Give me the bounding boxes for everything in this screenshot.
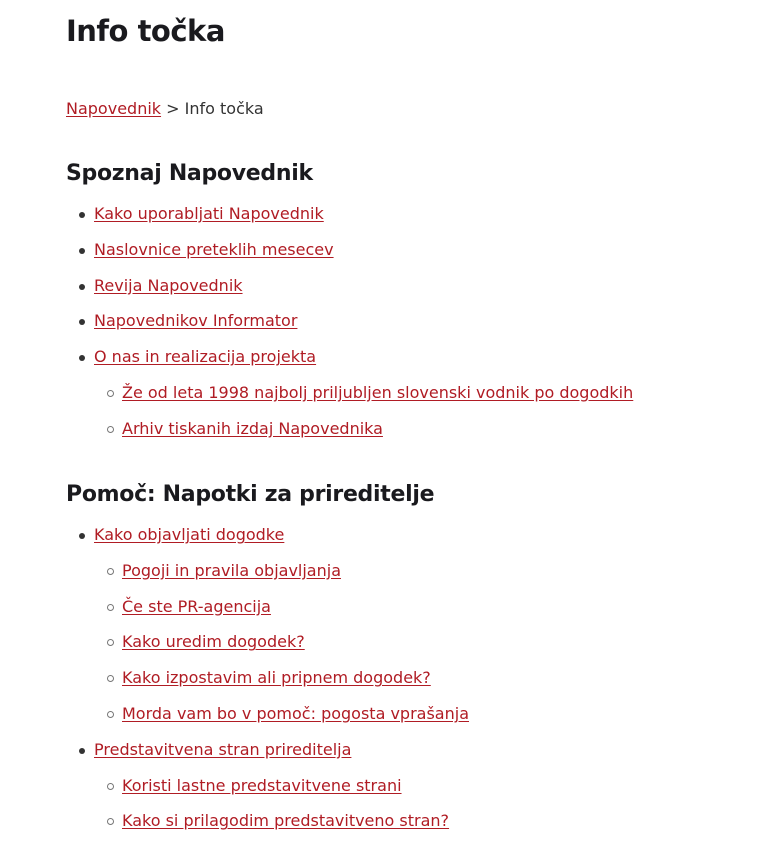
sub-list-item bbox=[66, 589, 469, 625]
breadcrumb-home-link[interactable]: Napovednik bbox=[66, 99, 162, 118]
nav-link[interactable]: Revija Napovednik bbox=[94, 275, 243, 295]
list-item bbox=[66, 196, 633, 232]
list-item bbox=[66, 732, 469, 768]
nav-link[interactable]: Kako uredim dogodek? bbox=[122, 632, 305, 652]
section-heading: Spoznaj Napovednik bbox=[66, 161, 313, 186]
sub-list-item bbox=[66, 553, 469, 589]
list-item bbox=[66, 339, 633, 375]
sub-list-item bbox=[66, 803, 469, 839]
section-heading: Pomoč: Napotki za prireditelje bbox=[66, 482, 435, 507]
sub-list-item bbox=[66, 375, 633, 411]
nav-link[interactable]: Kako uporabljati Napovednik bbox=[94, 204, 324, 223]
nav-link[interactable]: Če ste PR-agencija bbox=[122, 596, 271, 616]
page-title: Info točka bbox=[66, 14, 225, 48]
nav-link[interactable]: O nas in realizacija projekta bbox=[94, 347, 317, 367]
list-item bbox=[66, 232, 633, 268]
list-item bbox=[66, 268, 633, 304]
list-item bbox=[66, 303, 633, 339]
breadcrumb-current: Info točka bbox=[184, 99, 264, 118]
nav-link[interactable]: Morda vam bo v pomoč: pogosta vprašanja bbox=[122, 703, 469, 723]
nav-link[interactable]: Kako si prilagodim predstavitveno stran? bbox=[122, 811, 450, 831]
link-list bbox=[66, 196, 633, 447]
nav-link[interactable]: Že od leta 1998 najbolj priljubljen slovenski vodnik po dogodkih bbox=[122, 382, 634, 402]
sub-list-item bbox=[66, 660, 469, 696]
sub-list-item bbox=[66, 624, 469, 660]
nav-link[interactable]: Arhiv tiskanih izdaj Napovednika bbox=[122, 418, 383, 438]
nav-link[interactable]: Kako izpostavim ali pripnem dogodek? bbox=[122, 668, 431, 688]
nav-link[interactable]: Pogoji in pravila objavljanja bbox=[122, 560, 341, 580]
list-item bbox=[66, 517, 469, 553]
section-pomoc bbox=[66, 480, 469, 839]
link-list bbox=[66, 517, 469, 839]
nav-link[interactable]: Kako objavljati dogodke bbox=[94, 525, 285, 544]
sub-list-item bbox=[66, 696, 469, 732]
nav-link[interactable]: Naslovnice preteklih mesecev bbox=[94, 239, 334, 259]
breadcrumb bbox=[66, 99, 264, 118]
section-spoznaj bbox=[66, 159, 633, 447]
nav-link[interactable]: Napovednikov Informator bbox=[94, 311, 298, 331]
nav-link[interactable]: Koristi lastne predstavitvene strani bbox=[122, 775, 402, 795]
breadcrumb-separator: > bbox=[166, 99, 180, 118]
nav-link[interactable]: Predstavitvena stran prireditelja bbox=[94, 739, 352, 759]
sub-list-item bbox=[66, 411, 633, 447]
sub-list-item bbox=[66, 768, 469, 804]
